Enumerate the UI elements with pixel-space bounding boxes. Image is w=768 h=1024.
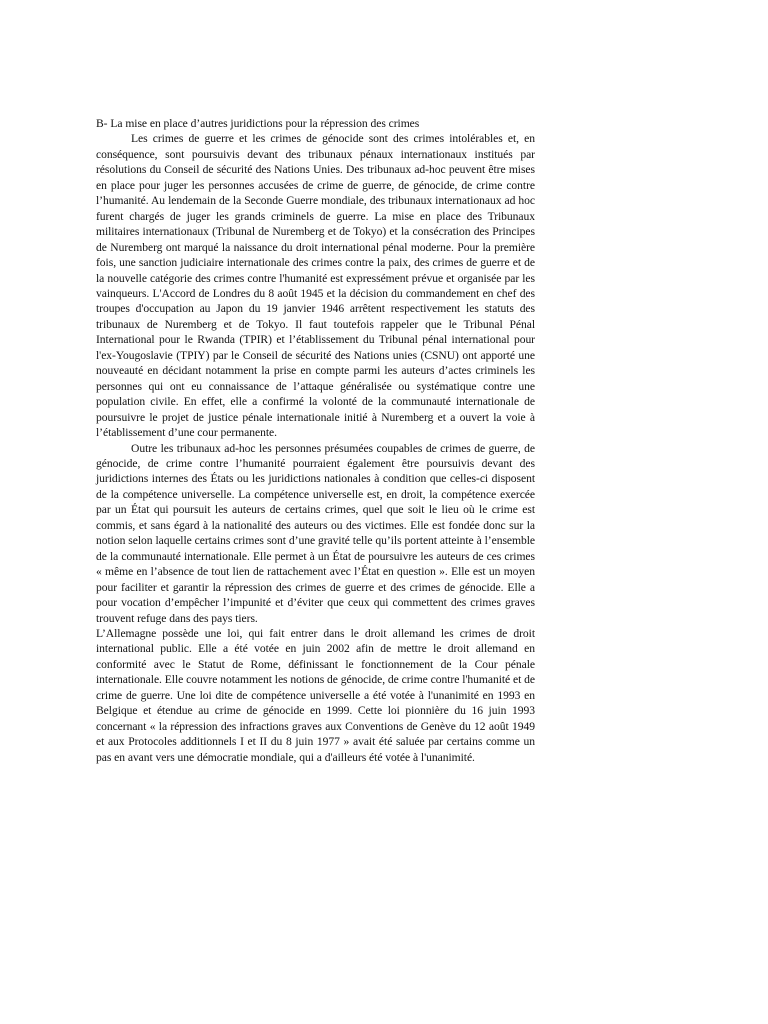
paragraph-tribunaux-ad-hoc: Les crimes de guerre et les crimes de génocide sont des crimes intolérables et, en conséquence, sont poursuivis devant des tribunaux pénaux internationaux institués par résolutions du Conseil de sécurité des Nations Unies. Des tribunaux ad-hoc peuvent être mises en place pour juger les personnes accusées de crime de guerre, de génocide, de crime contre l’humanité. Au lendemain de la Seconde Guerre mondiale, des tribunaux internationaux ad hoc furent chargés de juger les grands criminels de guerre. La mise en place des Tribunaux militaires internationaux (Tribunal de Nuremberg et de Tokyo) et la consécration des Principes de Nuremberg ont marqué la naissance du droit international pénal moderne. Pour la première fois, une sanction judiciaire internationale des crimes contre la paix, des crimes de guerre et de la nouvelle catégorie des crimes contre l'humanité est expressément prévue et organisée par les vainqueurs. L'Accord de Londres du 8 août 1945 et la décision du commandement en chef des troupes d'occupation au Japon du 19 janvier 1946 arrêtent respectivement les statuts des tribunaux de Nuremberg et de Tokyo. Il faut toutefois rappeler que le Tribunal Pénal International pour le Rwanda (TPIR) et l’établissement du Tribunal pénal international pour l'ex-Yougoslavie (TPIY) par le Conseil de sécurité des Nations unies (CSNU) ont apporté une nouveauté en décidant notamment la prise en compte parmi les auteurs d’actes criminels les personnes qui ont eu connaissance de l’attaque généralisée ou systématique contre une population civile. En effet, elle a confirmé la volonté de la communauté internationale de poursuivre le projet de justice pénale internationale initié à Nuremberg et a ouvert la voie à l’établissement d’une cour permanente. [96, 132, 535, 440]
document-page [96, 116, 535, 765]
paragraph-competence-universelle: Outre les tribunaux ad-hoc les personnes présumées coupables de crimes de guerre, de génocide, de crime contre l’humanité pourraient également être poursuivis devant des juridictions internes des États ou les juridictions nationales à condition que celles-ci disposent de la compétence universelle. La compétence universelle est, en droit, la compétence exercée par un État qui poursuit les auteurs de certains crimes, quel que soit le lieu où le crime est commis, et sans égard à la nationalité des auteurs ou des victimes. Elle est fondée donc sur la notion selon laquelle certains crimes sont d’une gravité telle qu’ils portent atteinte à l’ensemble de la communauté internationale. Elle permet à un État de poursuivre les auteurs de ces crimes « même en l’absence de tout lien de rattachement avec l’État en question ». Elle est un moyen pour faciliter et garantir la répression des crimes de guerre et des crimes de génocide. Elle a pour vocation d’empêcher l’impunité et d’éviter que ceux qui commettent des crimes graves trouvent refuge dans des pays tiers. [96, 441, 535, 625]
section-heading: B- La mise en place d’autres juridictions pour la répression des crimes [96, 117, 420, 130]
paragraph-lois-nationales: L’Allemagne possède une loi, qui fait entrer dans le droit allemand les crimes de droit international public. Elle a été votée en juin 2002 afin de mettre le droit allemand en conformité avec le Statut de Rome, définissant le fonctionnement de la Cour pénale internationale. Elle couvre notamment les notions de génocide, de crime contre l'humanité et de crime de guerre. Une loi dite de compétence universelle a été votée à l'unanimité en 1993 en Belgique et étendue au crime de génocide en 1999. Cette loi pionnière du 16 juin 1993 concernant « la répression des infractions graves aux Conventions de Genève du 12 août 1949 et aux Protocoles additionnels I et II du 8 juin 1977 » avait été saluée par certains comme un pas en avant vers une démocratie mondiale, qui a d'ailleurs été votée à l'unanimité. [96, 626, 535, 764]
